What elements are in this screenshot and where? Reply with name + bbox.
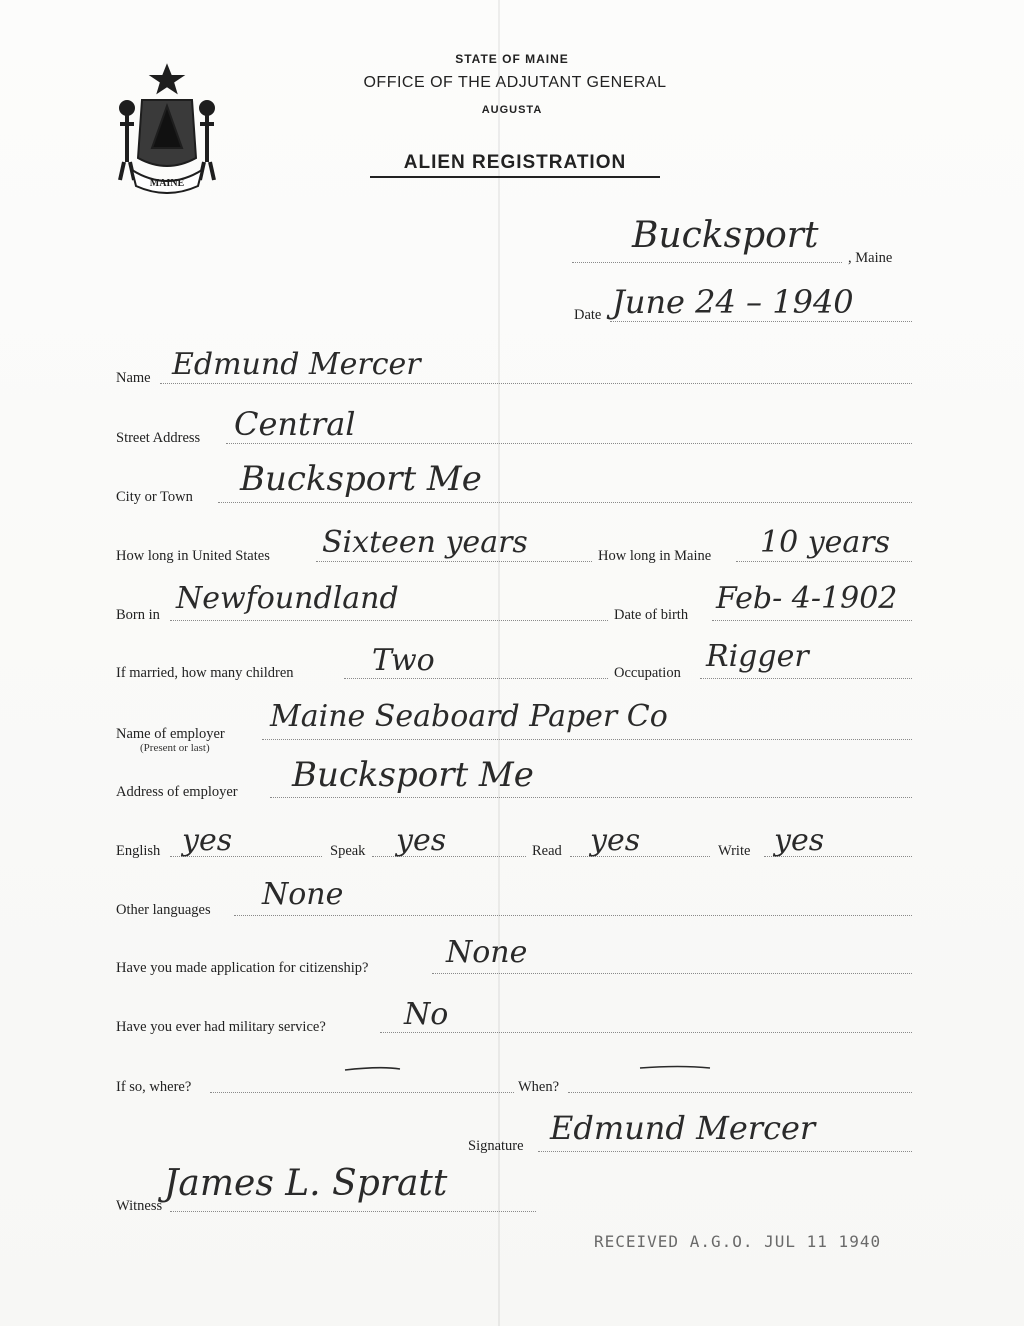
military-value: No (404, 997, 449, 1032)
town-value: Bucksport (632, 215, 819, 256)
received-stamp: RECEIVED A.G.O. JUL 11 1940 (594, 1232, 882, 1251)
street-label: Street Address (116, 430, 201, 446)
form-title: ALIEN REGISTRATION (370, 152, 660, 178)
street-value: Central (234, 405, 356, 443)
header-city: AUGUSTA (481, 104, 543, 116)
maine-state-seal-icon (112, 62, 222, 194)
employer-value: Maine Seaboard Paper Co (270, 699, 668, 734)
name-label: Name (116, 370, 151, 386)
when-label: When? (518, 1079, 560, 1095)
children-label: If married, how many children (116, 665, 294, 681)
witness-label: Witness (116, 1198, 163, 1214)
occupation-value: Rigger (706, 639, 809, 674)
other-languages-value: None (262, 877, 344, 912)
speak-label: Speak (330, 843, 366, 859)
how-long-maine-label: How long in Maine (598, 548, 712, 564)
read-value: yes (590, 823, 641, 858)
maine-label: , Maine (848, 250, 893, 266)
write-value: yes (774, 823, 825, 858)
speak-value: yes (396, 823, 447, 858)
english-label: English (116, 843, 161, 859)
children-value: Two (372, 643, 435, 678)
date-value: June 24 – 1940 (612, 283, 854, 321)
name-value: Edmund Mercer (172, 347, 421, 382)
employer-note: (Present or last) (140, 742, 210, 754)
seal-text: MAINE (149, 178, 185, 189)
read-label: Read (532, 843, 562, 859)
other-languages-label: Other languages (116, 902, 211, 918)
signature-label: Signature (468, 1138, 524, 1154)
born-in-label: Born in (116, 607, 160, 623)
employer-address-value: Bucksport Me (292, 755, 534, 795)
header-office: OFFICE OF THE ADJUTANT GENERAL (363, 74, 667, 91)
born-in-value: Newfoundland (176, 581, 399, 616)
date-label: Date (574, 307, 602, 323)
date-of-birth-label: Date of birth (614, 607, 689, 623)
citizenship-label: Have you made application for citizenship? (116, 960, 369, 976)
write-label: Write (718, 843, 751, 859)
military-label: Have you ever had military service? (116, 1019, 326, 1035)
employer-label: Name of employer (116, 726, 225, 742)
how-long-us-label: How long in United States (116, 548, 270, 564)
english-value: yes (182, 823, 233, 858)
handwritten-dashes (340, 1060, 720, 1080)
citizenship-value: None (446, 935, 528, 970)
paper-fold (498, 0, 500, 1326)
witness-value: James L. Spratt (164, 1163, 448, 1204)
occupation-label: Occupation (614, 665, 681, 681)
city-value: Bucksport Me (240, 459, 482, 499)
city-label: City or Town (116, 489, 193, 505)
how-long-us-value: Sixteen years (322, 525, 528, 560)
where-label: If so, where? (116, 1079, 192, 1095)
header-state: STATE OF MAINE (455, 52, 569, 66)
date-of-birth-value: Feb- 4-1902 (716, 581, 898, 616)
signature-value: Edmund Mercer (550, 1109, 816, 1147)
how-long-maine-value: 10 years (760, 525, 891, 560)
employer-address-label: Address of employer (116, 784, 238, 800)
